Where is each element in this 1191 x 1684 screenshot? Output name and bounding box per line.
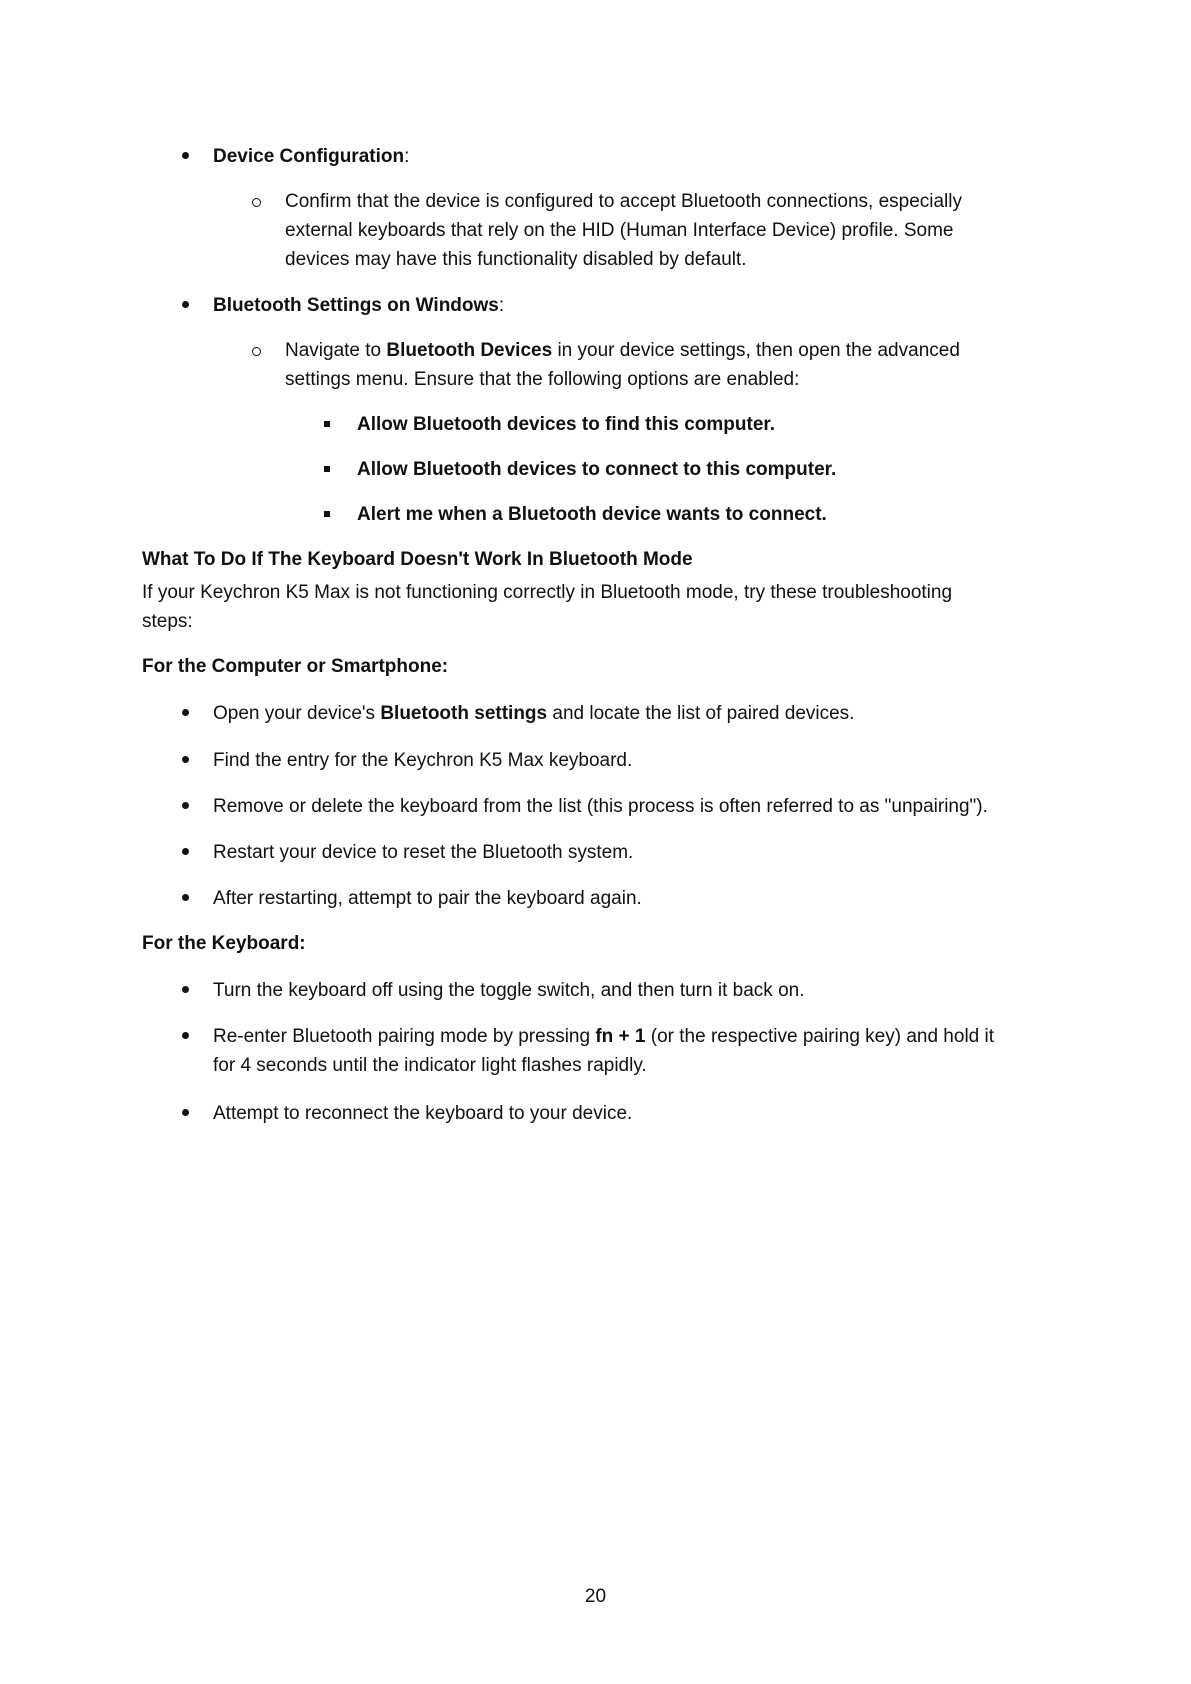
bullet-icon <box>182 756 189 763</box>
square-bullet-icon <box>324 421 330 427</box>
bullet-icon <box>182 709 189 716</box>
bt-windows-text: Navigate to Bluetooth Devices in your device settings, then open the advanced <box>285 340 960 361</box>
list-item: Restart your device to reset the Bluetooth system. <box>213 842 634 863</box>
bt-windows-text: settings menu. Ensure that the following options are enabled: <box>285 369 800 390</box>
bullet-icon <box>182 1109 189 1116</box>
device-config-heading: Device Configuration: <box>213 146 410 167</box>
section-intro: If your Keychron K5 Max is not functioning correctly in Bluetooth mode, try these troubleshooting <box>142 582 953 603</box>
computer-heading: For the Computer or Smartphone: <box>142 656 449 677</box>
option-item: Alert me when a Bluetooth device wants to connect. <box>357 504 827 525</box>
sub-bullet-icon <box>252 347 261 356</box>
bullet-icon <box>182 986 189 993</box>
sub-bullet-icon <box>252 198 261 207</box>
bullet-icon <box>182 802 189 809</box>
square-bullet-icon <box>324 511 330 517</box>
list-item: Find the entry for the Keychron K5 Max keyboard. <box>213 750 633 771</box>
option-item: Allow Bluetooth devices to find this computer. <box>357 414 776 435</box>
section-heading: What To Do If The Keyboard Doesn't Work In Bluetooth Mode <box>142 549 693 570</box>
option-item: Allow Bluetooth devices to connect to this computer. <box>357 459 837 480</box>
device-config-text: devices may have this functionality disabled by default. <box>285 249 747 270</box>
bullet-icon <box>182 152 189 159</box>
list-item: Turn the keyboard off using the toggle switch, and then turn it back on. <box>213 980 805 1001</box>
list-item: for 4 seconds until the indicator light flashes rapidly. <box>213 1055 647 1076</box>
page-number: 20 <box>584 1586 607 1607</box>
device-config-text: Confirm that the device is configured to accept Bluetooth connections, especially <box>285 191 962 212</box>
list-item: Open your device's Bluetooth settings and locate the list of paired devices. <box>213 703 855 724</box>
bt-windows-heading: Bluetooth Settings on Windows: <box>213 295 505 316</box>
section-intro: steps: <box>142 611 193 632</box>
device-config-text: external keyboards that rely on the HID (Human Interface Device) profile. Some <box>285 220 954 241</box>
list-item: Remove or delete the keyboard from the list (this process is often referred to as "unpairing"). <box>213 796 988 817</box>
list-item: Attempt to reconnect the keyboard to your device. <box>213 1103 633 1124</box>
keyboard-heading: For the Keyboard: <box>142 933 306 954</box>
square-bullet-icon <box>324 466 330 472</box>
bullet-icon <box>182 894 189 901</box>
bullet-icon <box>182 301 189 308</box>
bullet-icon <box>182 848 189 855</box>
list-item: After restarting, attempt to pair the keyboard again. <box>213 888 642 909</box>
list-item: Re-enter Bluetooth pairing mode by pressing fn + 1 (or the respective pairing key) and hold it <box>213 1026 995 1047</box>
bullet-icon <box>182 1032 189 1039</box>
